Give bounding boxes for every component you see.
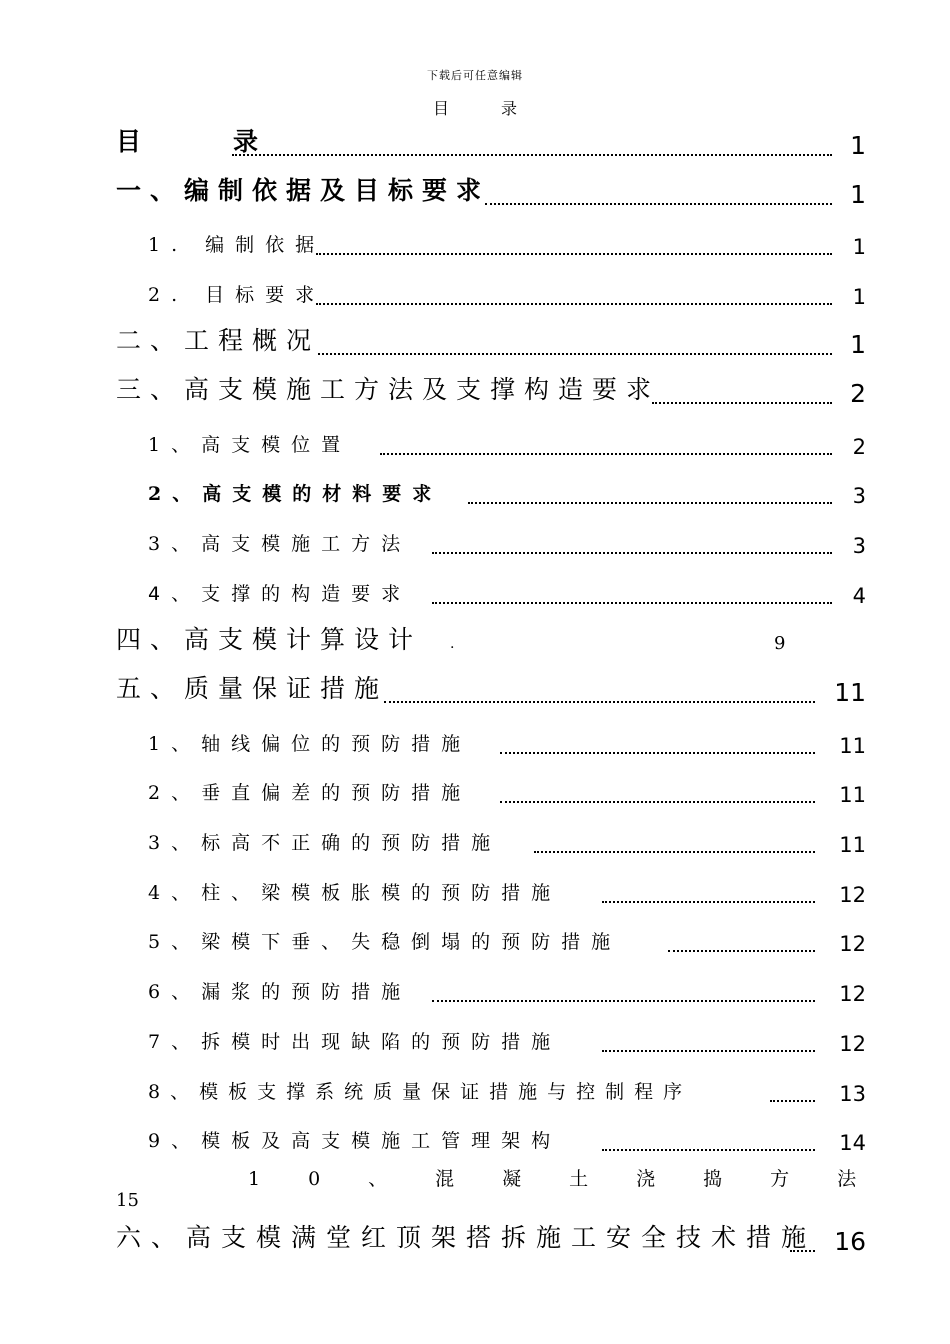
toc-entry-label: 四、高支模计算设计 — [116, 625, 423, 654]
page-header-note: 下载后可任意编辑 — [427, 69, 523, 82]
toc-entry-page: 1 — [850, 131, 866, 160]
toc-entry[interactable] — [0, 1072, 950, 1108]
toc-entry-page: 11 — [839, 833, 866, 857]
toc-entry-page: 11 — [839, 734, 866, 758]
toc-leader-dots — [384, 701, 815, 703]
toc-entry-label: 6、漏浆的预防措施 — [148, 981, 412, 1003]
toc-heading-left: 目 — [432, 99, 449, 118]
toc-entry-page: 3 — [852, 484, 866, 508]
toc-entry[interactable] — [0, 823, 950, 859]
toc-leader-dots — [500, 752, 815, 754]
toc-entry-label: 9、模板及高支模施工管理架构 — [148, 1130, 562, 1152]
toc-entry-page: 12 — [839, 932, 866, 956]
toc-leader-dots — [432, 602, 832, 604]
toc-entry[interactable] — [0, 673, 950, 709]
toc-leader-dots — [652, 402, 832, 404]
toc-entry-label: 10、混凝土浇捣方法 — [248, 1168, 905, 1190]
toc-entry-label: 1、高支模位置 — [148, 434, 352, 456]
toc-entry-page: 12 — [839, 883, 866, 907]
toc-entry-page: 11 — [834, 678, 866, 707]
toc-leader-dots — [318, 353, 832, 355]
toc-leader-dots — [500, 801, 815, 803]
toc-entry-label: 1. 编制依据 — [148, 234, 326, 256]
toc-heading-right: 录 — [501, 99, 518, 118]
toc-entry-label: 2、垂直偏差的预防措施 — [148, 782, 472, 804]
toc-leader-dots — [232, 154, 832, 156]
toc-entry[interactable] — [0, 624, 950, 660]
toc-entry[interactable] — [0, 1121, 950, 1157]
toc-entry-page: 15 — [116, 1190, 139, 1211]
toc-entry[interactable] — [0, 524, 950, 560]
toc-leader-dots — [432, 552, 832, 554]
toc-entry-page: 11 — [839, 783, 866, 807]
toc-entry[interactable] — [0, 126, 950, 162]
toc-entry-label: 3、标高不正确的预防措施 — [148, 832, 502, 854]
toc-entry-page: 16 — [834, 1227, 866, 1256]
toc-entry-page: 1 — [852, 235, 866, 259]
toc-leader-dots — [485, 203, 832, 205]
toc-entry-label: 一、编制依据及目标要求 — [116, 176, 491, 205]
toc-entry-label: 目 录 — [116, 127, 273, 156]
toc-entry[interactable] — [0, 773, 950, 809]
toc-entry[interactable] — [0, 724, 950, 760]
toc-leader-dots — [380, 453, 832, 455]
toc-entry-page: 1 — [852, 285, 866, 309]
toc-entry-label: 2. 目标要求 — [148, 284, 326, 306]
toc-entry-page: 1 — [850, 330, 866, 359]
toc-leader-dots — [602, 1149, 815, 1151]
toc-entry-page: 13 — [839, 1082, 866, 1106]
toc-leader-dots — [602, 1050, 815, 1052]
toc-entry-justified[interactable] — [248, 1164, 905, 1191]
toc-entry[interactable] — [0, 225, 950, 261]
toc-leader-dots — [602, 901, 815, 903]
toc-entry[interactable] — [0, 425, 950, 461]
toc-entry-page: 2 — [850, 379, 866, 408]
toc-leader-dots — [534, 851, 815, 853]
toc-entry[interactable] — [0, 873, 950, 909]
toc-entry[interactable] — [0, 374, 950, 410]
toc-entry-page: 2 — [852, 435, 866, 459]
toc-entry-page: 14 — [839, 1131, 866, 1155]
toc-entry-label: 7、拆模时出现缺陷的预防措施 — [148, 1031, 562, 1053]
toc-entry-page: 4 — [852, 584, 866, 608]
toc-entry-label: 5、梁模下垂、失稳倒塌的预防措施 — [148, 931, 622, 953]
toc-stray-dot: . — [450, 636, 455, 652]
toc-entry-label: 8、模板支撑系统质量保证措施与控制程序 — [148, 1081, 693, 1103]
toc-entry-label: 三、高支模施工方法及支撑构造要求 — [116, 375, 661, 404]
toc-entry-label: 3、高支模施工方法 — [148, 533, 412, 555]
toc-leader-dots — [668, 950, 815, 952]
toc-heading — [0, 96, 950, 119]
toc-entry-label: 2、高支模的材料要求 — [148, 483, 443, 505]
toc-entry[interactable] — [0, 1222, 950, 1258]
toc-entry-label: 六、高支模满堂红顶架搭拆施工安全技术措施 — [116, 1223, 817, 1252]
toc-leader-dots — [770, 1100, 815, 1102]
toc-entry[interactable] — [0, 325, 950, 361]
toc-entry[interactable] — [0, 175, 950, 211]
toc-entry-label: 4、柱、梁模板胀模的预防措施 — [148, 882, 562, 904]
toc-leader-dots — [432, 1000, 815, 1002]
toc-entry-label: 五、质量保证措施 — [116, 674, 389, 703]
toc-leader-dots — [468, 502, 832, 504]
toc-entry-label: 1、轴线偏位的预防措施 — [148, 733, 472, 755]
toc-entry[interactable] — [0, 574, 950, 610]
toc-entry-page: 3 — [852, 534, 866, 558]
toc-entry[interactable] — [0, 922, 950, 958]
toc-entry-page: 9 — [774, 633, 786, 654]
toc-leader-dots — [316, 303, 832, 305]
toc-entry[interactable] — [0, 275, 950, 311]
toc-entry-page: 12 — [839, 1032, 866, 1056]
toc-entry-label: 二、工程概况 — [116, 326, 321, 355]
toc-leader-dots — [316, 253, 832, 255]
toc-entry-label: 4、支撑的构造要求 — [148, 583, 412, 605]
toc-entry[interactable] — [0, 1022, 950, 1058]
toc-entry[interactable] — [0, 474, 950, 510]
toc-entry[interactable] — [0, 972, 950, 1008]
toc-leader-dots — [790, 1250, 815, 1252]
toc-entry-page: 12 — [839, 982, 866, 1006]
toc-entry-page: 1 — [850, 180, 866, 209]
